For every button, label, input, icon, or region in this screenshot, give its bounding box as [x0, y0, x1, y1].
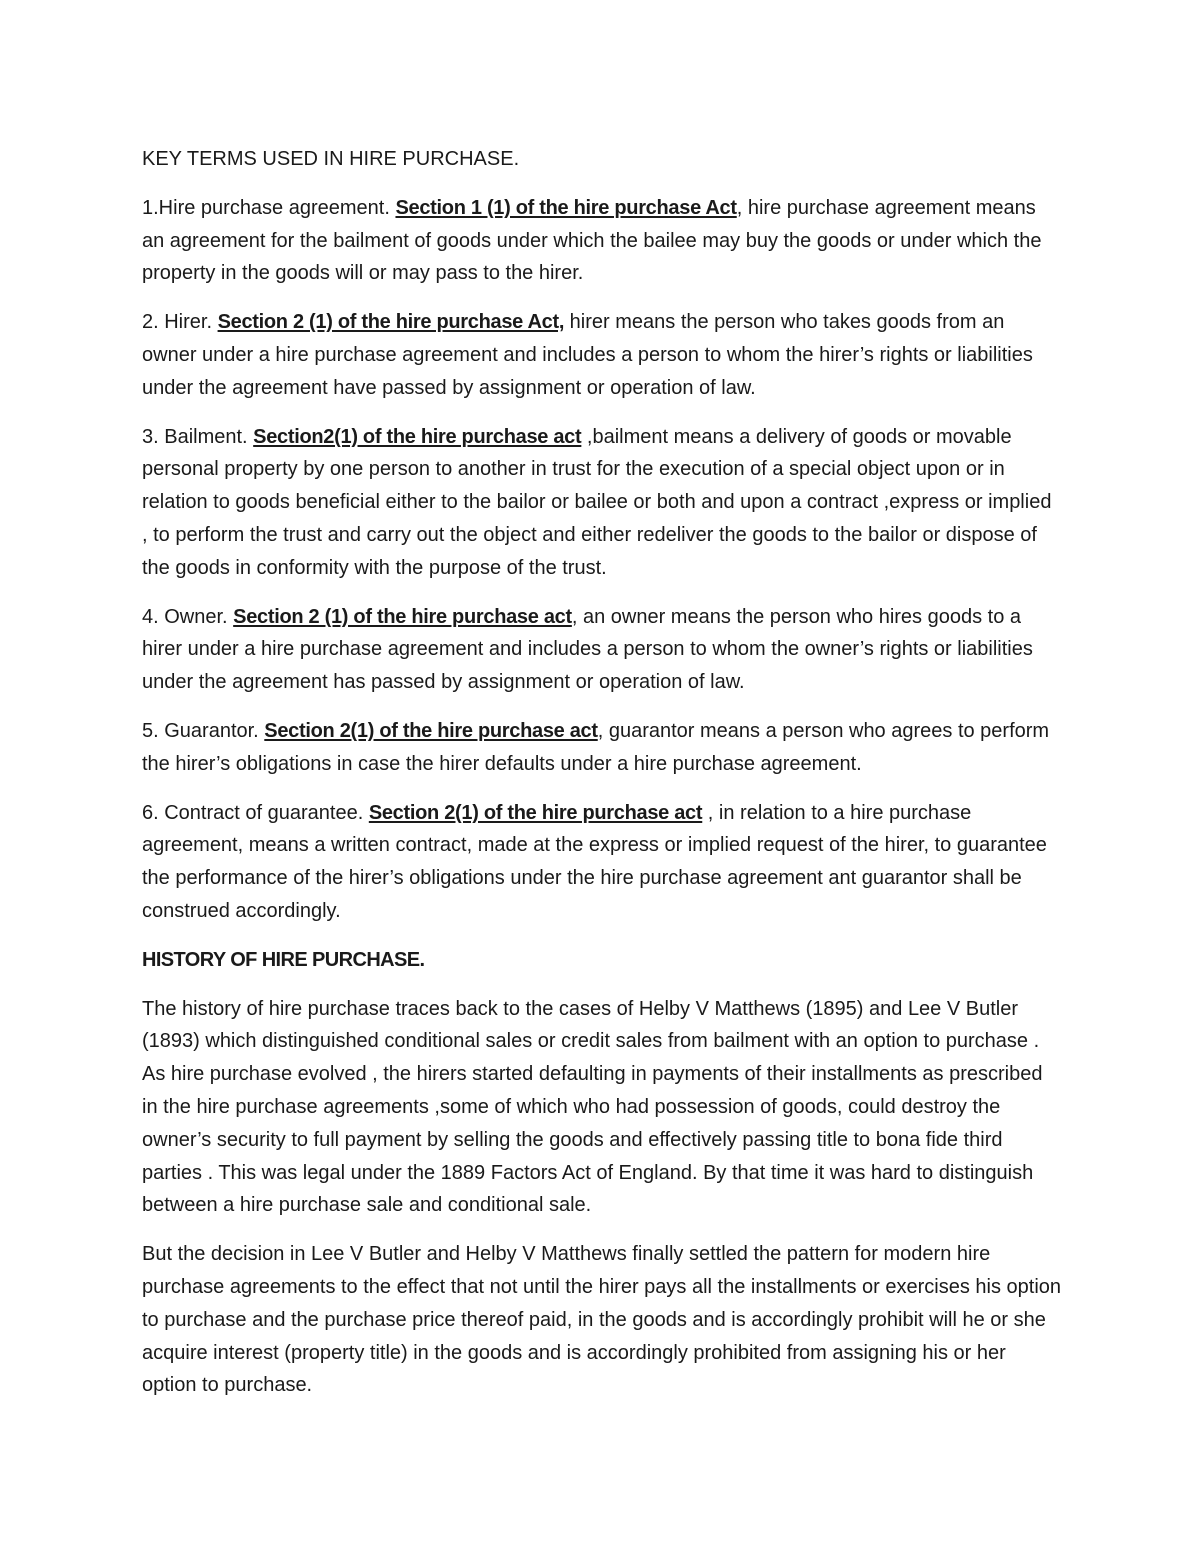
document-page	[142, 143, 1062, 1418]
term-body: , an owner means the person who hires goods to a hirer under a hire purchase agreement and includes a person to whom the owner’s rights or liabilities under the agreement has passed by assignment or operation of law.	[142, 605, 1033, 694]
section-reference: Section 2 (1) of the hire purchase Act,	[217, 311, 565, 334]
term-guarantor	[142, 715, 1062, 781]
history-heading: HISTORY OF HIRE PURCHASE.	[142, 948, 425, 971]
document-title: KEY TERMS USED IN HIRE PURCHASE.	[142, 148, 520, 170]
term-bailment	[142, 421, 1062, 585]
section-reference: Section2(1) of the hire purchase act	[253, 425, 582, 448]
term-body: ,bailment means a delivery of goods or movable personal property by one person to another in trust for the execution of a special object upon or in relation to goods beneficial either to the bailor or bailee or both and upon a contract ,express or implied , to perform the trust and carry out the object and either redeliver the goods to the bailor or dispose of the goods in conformity with the purpose of the trust.	[142, 425, 1052, 579]
term-lead: 4. Owner.	[142, 605, 234, 628]
term-lead: 5. Guarantor.	[142, 719, 265, 742]
section-reference: Section 2 (1) of the hire purchase act	[233, 605, 572, 628]
term-lead: 6. Contract of guarantee.	[142, 801, 369, 824]
history-paragraph: The history of hire purchase traces back to the cases of Helby V Matthews (1895) and Lee V Butler (1893) which distinguished conditional sales or credit sales from bailment with an option to purchase . As hire purchase evolved , the hirers started defaulting in payments of their installments as prescribed in the hire purchase agreements ,some of which who had possession of goods, could destroy the owner’s security to full payment by selling the goods and effectively passing title to bona fide third parties . This was legal under the 1889 Factors Act of England. By that time it was hard to distinguish between a hire purchase sale and conditional sale.	[142, 997, 1043, 1217]
section-reference: Section 2(1) of the hire purchase act	[264, 719, 598, 742]
history-paragraph: But the decision in Lee V Butler and Helby V Matthews finally settled the pattern for modern hire purchase agreements to the effect that not until the hirer pays all the installments or exercises his option to purchase and the purchase price thereof paid, in the goods and is accordingly prohibit will he or she acquire interest (property title) in the goods and is accordingly prohibited from assigning his or her option to purchase.	[142, 1243, 1062, 1397]
section-reference: Section 2(1) of the hire purchase act	[368, 801, 703, 824]
term-contract-of-guarantee	[142, 797, 1062, 928]
term-body: , hire purchase agreement means an agreement for the bailment of goods under which the bailee may buy the goods or under which the property in the goods will or may pass to the hirer.	[142, 196, 1042, 285]
term-lead: 3. Bailment.	[142, 425, 254, 448]
section-reference: Section 1 (1) of the hire purchase Act	[395, 196, 737, 219]
term-lead: 2. Hirer.	[142, 311, 218, 334]
term-body: , guarantor means a person who agrees to perform the hirer’s obligations in case the hirer defaults under a hire purchase agreement.	[142, 719, 1050, 775]
term-lead: 1.Hire purchase agreement.	[142, 196, 396, 219]
term-hire-purchase-agreement	[142, 192, 1062, 290]
term-hirer	[142, 306, 1062, 404]
term-body: hirer means the person who takes goods from an owner under a hire purchase agreement and includes a person to whom the hirer’s rights or liabilities under the agreement have passed by assignment or operation of law.	[142, 311, 1033, 399]
term-owner	[142, 601, 1062, 699]
term-body: , in relation to a hire purchase agreement, means a written contract, made at the express or implied request of the hirer, to guarantee the performance of the hirer’s obligations under the hire purchase agreement ant guarantor shall be construed accordingly.	[142, 801, 1047, 922]
